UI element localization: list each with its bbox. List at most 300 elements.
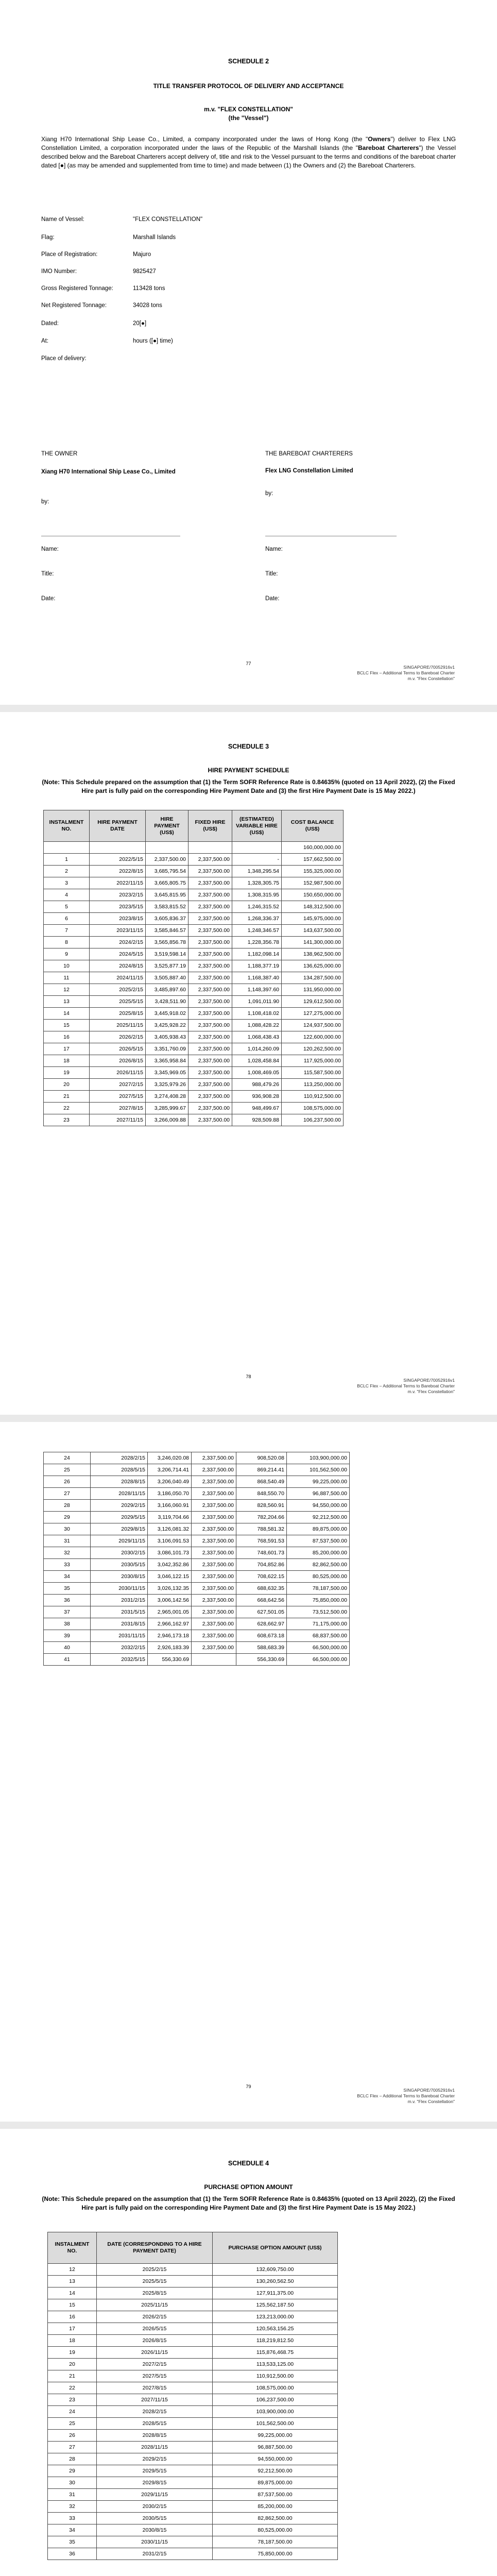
table-cell: 21	[44, 1091, 90, 1103]
table-cell: 157,662,500.00	[282, 854, 344, 866]
table-cell: 2,337,500.00	[188, 937, 232, 948]
table-row	[44, 842, 344, 854]
table-cell: 14	[44, 1008, 90, 1020]
table-cell: 33	[48, 2513, 97, 2524]
table-row	[48, 2513, 338, 2524]
table-cell: 17	[48, 2323, 97, 2335]
table-cell: 2,337,500.00	[188, 854, 232, 866]
table-cell: 82,862,500.00	[287, 1559, 350, 1571]
table-cell: 16	[44, 1031, 90, 1043]
page-footer	[275, 2088, 455, 2105]
intro-paragraph	[41, 135, 456, 170]
table-cell: 37	[44, 1606, 91, 1618]
table-cell: 3,026,132.35	[148, 1583, 192, 1595]
table-cell: 2029/2/15	[91, 1500, 148, 1512]
column-header: INSTALMENT NO.	[48, 2232, 97, 2264]
table-cell: 2,337,500.00	[192, 1523, 236, 1535]
table-cell: 78,187,500.00	[213, 2536, 338, 2548]
owner-name: Xiang H70 International Ship Lease Co., Limited	[41, 469, 176, 475]
table-cell: 2,337,500.00	[188, 948, 232, 960]
column-header: PURCHASE OPTION AMOUNT (US$)	[213, 2232, 338, 2264]
table-cell: 1,168,387.40	[232, 972, 282, 984]
table-cell: 2,337,500.00	[188, 866, 232, 877]
vessel-field-value: hours ([●] time)	[133, 338, 173, 344]
table-cell: 2,337,500.00	[188, 1055, 232, 1067]
table-row	[44, 1523, 350, 1535]
table-cell: 2028/8/15	[97, 2430, 213, 2442]
table-cell: 1,182,098.14	[232, 948, 282, 960]
table-cell: 129,612,500.00	[282, 996, 344, 1008]
table-cell: 3,206,040.49	[148, 1476, 192, 1488]
table-cell: 3,605,836.37	[146, 913, 188, 925]
vessel-field-value: "FLEX CONSTELLATION"	[133, 216, 203, 223]
table-cell: 32	[48, 2501, 97, 2513]
table-cell: 25	[48, 2418, 97, 2430]
table-cell: 25	[44, 1464, 91, 1476]
table-row	[44, 1079, 344, 1091]
charterer-date-label: Date:	[265, 596, 280, 602]
table-cell: 3,186,050.70	[148, 1488, 192, 1500]
table-cell: 30	[48, 2477, 97, 2489]
table-row	[48, 2382, 338, 2394]
table-row	[44, 1488, 350, 1500]
table-cell: 2,337,500.00	[188, 984, 232, 996]
table-cell: 1,091,011.90	[232, 996, 282, 1008]
table-cell: 2024/5/15	[90, 948, 146, 960]
table-cell: 2025/2/15	[90, 984, 146, 996]
table-cell	[146, 842, 188, 854]
vessel-field-row	[41, 234, 176, 241]
table-cell: 3,445,918.02	[146, 1008, 188, 1020]
footer-line2: BCLC Flex – Additional Terms to Bareboat Charter	[357, 1383, 455, 1388]
intro-charterers: Bareboat Charterers	[358, 144, 419, 151]
table-cell: 2,337,500.00	[188, 877, 232, 889]
table-row	[44, 1464, 350, 1476]
table-row	[44, 1452, 350, 1464]
table-cell: -	[232, 854, 282, 866]
table-cell: 94,550,000.00	[287, 1500, 350, 1512]
table-cell: 2,337,500.00	[188, 972, 232, 984]
table-row	[48, 2394, 338, 2406]
table-cell: 1,246,315.52	[232, 901, 282, 913]
table-cell: 2024/8/15	[90, 960, 146, 972]
table-cell: 120,563,156.25	[213, 2323, 338, 2335]
vessel-field-label: Flag:	[41, 234, 55, 241]
table-cell: 130,260,562.50	[213, 2276, 338, 2287]
table-cell: 2028/5/15	[91, 1464, 148, 1476]
table-cell: 2030/11/15	[97, 2536, 213, 2548]
table-cell: 2030/11/15	[91, 1583, 148, 1595]
table-cell: 2025/11/15	[97, 2299, 213, 2311]
table-cell: 627,501.05	[236, 1606, 287, 1618]
table-cell: 748,601.73	[236, 1547, 287, 1559]
table-cell: 2,337,500.00	[192, 1547, 236, 1559]
table-cell: 23	[44, 1114, 90, 1126]
table-cell: 2026/8/15	[90, 1055, 146, 1067]
table-row	[44, 1114, 344, 1126]
table-cell: 2,337,500.00	[192, 1642, 236, 1654]
table-cell: 22	[48, 2382, 97, 2394]
table-cell: 2027/5/15	[90, 1091, 146, 1103]
table-cell: 2029/5/15	[91, 1512, 148, 1523]
table-cell: 2,337,500.00	[192, 1452, 236, 1464]
vessel-field-label: IMO Number:	[41, 268, 77, 275]
table-cell: 33	[44, 1559, 91, 1571]
table-cell: 23	[48, 2394, 97, 2406]
table-row	[44, 1606, 350, 1618]
column-header: (ESTIMATED) VARIABLE HIRE (US$)	[232, 810, 282, 842]
table-row	[44, 866, 344, 877]
table-cell: 87,537,500.00	[213, 2489, 338, 2501]
table-cell: 768,591.53	[236, 1535, 287, 1547]
table-cell: 80,525,000.00	[213, 2524, 338, 2536]
page-footer	[275, 1378, 455, 1395]
table-row	[48, 2465, 338, 2477]
table-cell: 39	[44, 1630, 91, 1642]
table-cell: 2029/5/15	[97, 2465, 213, 2477]
owner-heading: THE OWNER	[41, 451, 78, 457]
table-cell: 556,330.69	[148, 1654, 192, 1666]
table-cell: 2030/8/15	[97, 2524, 213, 2536]
table-cell: 2028/2/15	[97, 2406, 213, 2418]
table-cell: 150,650,000.00	[282, 889, 344, 901]
table-cell: 2,337,500.00	[188, 1091, 232, 1103]
table-row	[44, 960, 344, 972]
table-row	[44, 913, 344, 925]
table-cell: 2031/11/15	[91, 1630, 148, 1642]
schedule-heading: SCHEDULE 3	[228, 743, 269, 750]
table-cell: 2029/8/15	[91, 1523, 148, 1535]
table-row	[48, 2276, 338, 2287]
table-cell: 788,581.32	[236, 1523, 287, 1535]
column-header: FIXED HIRE (US$)	[188, 810, 232, 842]
table-cell: 2027/2/15	[90, 1079, 146, 1091]
table-cell: 75,850,000.00	[287, 1595, 350, 1606]
table-cell: 19	[44, 1067, 90, 1079]
table-cell: 1,068,438.43	[232, 1031, 282, 1043]
table-row	[44, 1512, 350, 1523]
footer-line3: m.v. "Flex Constellation"	[407, 676, 455, 681]
table-cell: 2,337,500.00	[192, 1488, 236, 1500]
table-cell: 3,405,938.43	[146, 1031, 188, 1043]
page-separator	[0, 705, 497, 712]
table-row	[48, 2430, 338, 2442]
footer-ref: SINGAPORE/70052916v1	[403, 1378, 455, 1383]
table-cell: 2,337,500.00	[188, 1043, 232, 1055]
table-cell: 2,337,500.00	[192, 1606, 236, 1618]
table-cell: 3,428,511.90	[146, 996, 188, 1008]
table-cell: 608,673.18	[236, 1630, 287, 1642]
table-cell: 2,337,500.00	[192, 1559, 236, 1571]
table-cell: 123,213,000.00	[213, 2311, 338, 2323]
table-row	[44, 1642, 350, 1654]
table-row	[44, 901, 344, 913]
table-cell: 3,485,897.60	[146, 984, 188, 996]
table-cell: 2,337,500.00	[188, 901, 232, 913]
table-cell: 155,325,000.00	[282, 866, 344, 877]
table-cell: 1,188,377.19	[232, 960, 282, 972]
table-cell: 2029/11/15	[97, 2489, 213, 2501]
table-cell: 34	[48, 2524, 97, 2536]
table-cell: 2024/11/15	[90, 972, 146, 984]
table-cell: 21	[48, 2370, 97, 2382]
table-row	[44, 996, 344, 1008]
vessel-field-label: At:	[41, 338, 49, 344]
table-cell: 101,562,500.00	[213, 2418, 338, 2430]
table-cell: 2022/5/15	[90, 854, 146, 866]
column-header: DATE (CORRESPONDING TO A HIRE PAYMENT DATE)	[97, 2232, 213, 2264]
table-cell: 20	[44, 1079, 90, 1091]
table-cell: 2024/2/15	[90, 937, 146, 948]
table-cell: 3,106,091.53	[148, 1535, 192, 1547]
table-cell: 28	[44, 1500, 91, 1512]
table-cell: 2030/5/15	[97, 2513, 213, 2524]
table-row	[44, 1547, 350, 1559]
table-cell: 75,850,000.00	[213, 2548, 338, 2560]
table-cell	[90, 842, 146, 854]
table-row	[44, 937, 344, 948]
table-cell: 36	[44, 1595, 91, 1606]
table-cell: 628,662.97	[236, 1618, 287, 1630]
table-row	[48, 2442, 338, 2453]
table-cell: 2,337,500.00	[192, 1571, 236, 1583]
table-cell: 688,632.35	[236, 1583, 287, 1595]
table-cell: 3,585,846.57	[146, 925, 188, 937]
table-cell: 2,946,173.18	[148, 1630, 192, 1642]
table-cell: 2,337,500.00	[188, 925, 232, 937]
hire-payment-table-continued	[43, 1452, 350, 1666]
table-cell: 41	[44, 1654, 91, 1666]
table-cell: 2028/11/15	[91, 1488, 148, 1500]
table-cell: 26	[48, 2430, 97, 2442]
table-cell: 145,975,000.00	[282, 913, 344, 925]
table-cell: 1,228,356.78	[232, 937, 282, 948]
column-header: COST BALANCE (US$)	[282, 810, 344, 842]
table-row	[48, 2311, 338, 2323]
table-cell: 16	[48, 2311, 97, 2323]
page-separator	[0, 2122, 497, 2129]
page-number: 77	[246, 661, 251, 666]
table-cell: 1,268,336.37	[232, 913, 282, 925]
table-cell: 103,900,000.00	[287, 1452, 350, 1464]
table-cell: 40	[44, 1642, 91, 1654]
table-cell: 1,008,469.05	[232, 1067, 282, 1079]
table-cell: 708,622.15	[236, 1571, 287, 1583]
page-separator	[0, 1415, 497, 1422]
table-cell: 2030/5/15	[91, 1559, 148, 1571]
table-cell: 36	[48, 2548, 97, 2560]
table-cell: 869,214.41	[236, 1464, 287, 1476]
table-row	[48, 2477, 338, 2489]
vessel-field-label: Name of Vessel:	[41, 216, 84, 223]
table-cell: 2031/5/15	[91, 1606, 148, 1618]
footer-line2: BCLC Flex – Additional Terms to Bareboat Charter	[357, 670, 455, 675]
table-cell: 2023/2/15	[90, 889, 146, 901]
table-cell: 2,337,500.00	[188, 1103, 232, 1114]
table-cell: 2,337,500.00	[192, 1630, 236, 1642]
vessel-field-value: 20[●]	[133, 320, 147, 327]
table-cell: 9	[44, 948, 90, 960]
table-cell: 1,328,305.75	[232, 877, 282, 889]
table-cell: 3,425,928.22	[146, 1020, 188, 1031]
table-cell	[192, 1654, 236, 1666]
table-cell	[232, 842, 282, 854]
vessel-field-value: Marshall Islands	[133, 234, 176, 241]
page-number: 79	[246, 2084, 251, 2089]
table-cell: 115,587,500.00	[282, 1067, 344, 1079]
table-cell: 3,505,887.40	[146, 972, 188, 984]
table-cell: 127,275,000.00	[282, 1008, 344, 1020]
table-cell: 2026/2/15	[90, 1031, 146, 1043]
page-80	[0, 2129, 497, 2576]
table-row	[44, 948, 344, 960]
table-cell: 556,330.69	[236, 1654, 287, 1666]
table-cell: 2029/8/15	[97, 2477, 213, 2489]
table-cell: 3,565,856.78	[146, 937, 188, 948]
table-cell: 78,187,500.00	[287, 1583, 350, 1595]
vessel-field-row	[41, 285, 165, 292]
vessel-field-row	[41, 216, 202, 223]
table-cell: 11	[44, 972, 90, 984]
table-cell: 2,337,500.00	[146, 854, 188, 866]
table-cell: 3,086,101.73	[148, 1547, 192, 1559]
table-cell: 2028/8/15	[91, 1476, 148, 1488]
table-cell: 85,200,000.00	[287, 1547, 350, 1559]
table-cell: 2030/2/15	[97, 2501, 213, 2513]
table-cell: 3,325,979.26	[146, 1079, 188, 1091]
table-row	[44, 1630, 350, 1642]
table-cell: 1,088,428.22	[232, 1020, 282, 1031]
table-row	[44, 1055, 344, 1067]
table-cell: 2025/2/15	[97, 2264, 213, 2276]
table-row	[48, 2323, 338, 2335]
column-header: INSTALMENT NO.	[44, 810, 90, 842]
table-cell: 32	[44, 1547, 91, 1559]
schedule-title: TITLE TRANSFER PROTOCOL OF DELIVERY AND ACCEPTANCE	[153, 82, 344, 90]
table-cell: 828,560.91	[236, 1500, 287, 1512]
vessel-field-row	[41, 320, 146, 327]
table-cell: 2029/2/15	[97, 2453, 213, 2465]
table-cell: 3,665,805.75	[146, 877, 188, 889]
table-cell: 3,166,060.91	[148, 1500, 192, 1512]
table-cell: 2027/8/15	[90, 1103, 146, 1114]
table-cell: 96,887,500.00	[287, 1488, 350, 1500]
table-cell: 15	[44, 1020, 90, 1031]
owner-title-label: Title:	[41, 571, 54, 577]
table-cell: 2026/2/15	[97, 2311, 213, 2323]
table-cell: 7	[44, 925, 90, 937]
table-cell: 118,219,812.50	[213, 2335, 338, 2347]
charterer-name: Flex LNG Constellation Limited	[265, 468, 353, 474]
table-cell: 936,908.28	[232, 1091, 282, 1103]
vessel-field-value: Majuro	[133, 251, 151, 258]
table-cell: 3,345,969.05	[146, 1067, 188, 1079]
table-cell: 2027/5/15	[97, 2370, 213, 2382]
table-cell: 117,925,000.00	[282, 1055, 344, 1067]
table-cell: 1,014,260.09	[232, 1043, 282, 1055]
table-row	[48, 2335, 338, 2347]
table-cell: 3,266,009.88	[146, 1114, 188, 1126]
table-cell: 1,308,315.95	[232, 889, 282, 901]
table-cell: 110,912,500.00	[282, 1091, 344, 1103]
table-cell: 2032/5/15	[91, 1654, 148, 1666]
table-cell: 3,365,958.84	[146, 1055, 188, 1067]
table-cell: 928,509.88	[232, 1114, 282, 1126]
table-cell	[44, 842, 90, 854]
table-row	[44, 1535, 350, 1547]
table-row	[48, 2370, 338, 2382]
vessel-field-row	[41, 302, 162, 309]
table-cell: 99,225,000.00	[287, 1476, 350, 1488]
schedule-title: HIRE PAYMENT SCHEDULE	[208, 767, 289, 774]
table-row	[48, 2406, 338, 2418]
table-cell: 2,337,500.00	[188, 913, 232, 925]
table-cell: 3,126,081.32	[148, 1523, 192, 1535]
table-cell: 101,562,500.00	[287, 1464, 350, 1476]
table-row	[48, 2501, 338, 2513]
table-cell: 2025/11/15	[90, 1020, 146, 1031]
table-cell: 38	[44, 1618, 91, 1630]
table-cell: 2030/8/15	[91, 1571, 148, 1583]
table-cell: 124,937,500.00	[282, 1020, 344, 1031]
vessel-field-value: 34028 tons	[133, 302, 162, 309]
table-cell: 106,237,500.00	[213, 2394, 338, 2406]
table-cell: 2027/11/15	[90, 1114, 146, 1126]
table-cell: 2,337,500.00	[188, 1008, 232, 1020]
table-cell: 3,274,408.28	[146, 1091, 188, 1103]
table-cell: 122,600,000.00	[282, 1031, 344, 1043]
table-row	[44, 1618, 350, 1630]
vessel-field-value: 9825427	[133, 268, 156, 275]
table-cell: 82,862,500.00	[213, 2513, 338, 2524]
table-cell: 127,911,375.00	[213, 2287, 338, 2299]
table-cell: 120,262,500.00	[282, 1043, 344, 1055]
table-cell: 2023/5/15	[90, 901, 146, 913]
table-cell: 2028/11/15	[97, 2442, 213, 2453]
table-cell: 2025/8/15	[90, 1008, 146, 1020]
owner-name-label: Name:	[41, 546, 59, 552]
schedule-note: (Note: This Schedule prepared on the assumption that (1) the Term SOFR Reference Rate is 0.84635% (quoted on 13 April 2022), (2) the Fixed Hire part is fully paid on the corresponding Hire Payment Date and (3) the first Hire Payment Date is 15 May 2022.)	[42, 778, 455, 794]
table-cell: 3,525,877.19	[146, 960, 188, 972]
vessel-field-row	[41, 338, 173, 344]
table-row	[44, 1571, 350, 1583]
table-row	[44, 854, 344, 866]
vessel-field-row	[41, 355, 133, 362]
table-cell: 782,204.66	[236, 1512, 287, 1523]
table-cell: 2025/8/15	[97, 2287, 213, 2299]
table-row	[44, 972, 344, 984]
table-cell: 2,337,500.00	[188, 996, 232, 1008]
table-cell: 108,575,000.00	[213, 2382, 338, 2394]
table-cell: 20	[48, 2359, 97, 2370]
table-cell: 31	[48, 2489, 97, 2501]
table-row	[48, 2264, 338, 2276]
table-cell: 85,200,000.00	[213, 2501, 338, 2513]
table-cell: 108,575,000.00	[282, 1103, 344, 1114]
table-cell: 8	[44, 937, 90, 948]
table-cell: 2,337,500.00	[192, 1464, 236, 1476]
table-cell: 143,637,500.00	[282, 925, 344, 937]
table-cell: 132,609,750.00	[213, 2264, 338, 2276]
table-cell: 2,337,500.00	[188, 1020, 232, 1031]
table-cell: 2022/11/15	[90, 877, 146, 889]
table-cell: 29	[44, 1512, 91, 1523]
table-cell: 12	[44, 984, 90, 996]
table-cell: 2027/2/15	[97, 2359, 213, 2370]
table-cell: 14	[48, 2287, 97, 2299]
table-cell: 668,642.56	[236, 1595, 287, 1606]
footer-ref: SINGAPORE/70052916v1	[403, 2088, 455, 2093]
